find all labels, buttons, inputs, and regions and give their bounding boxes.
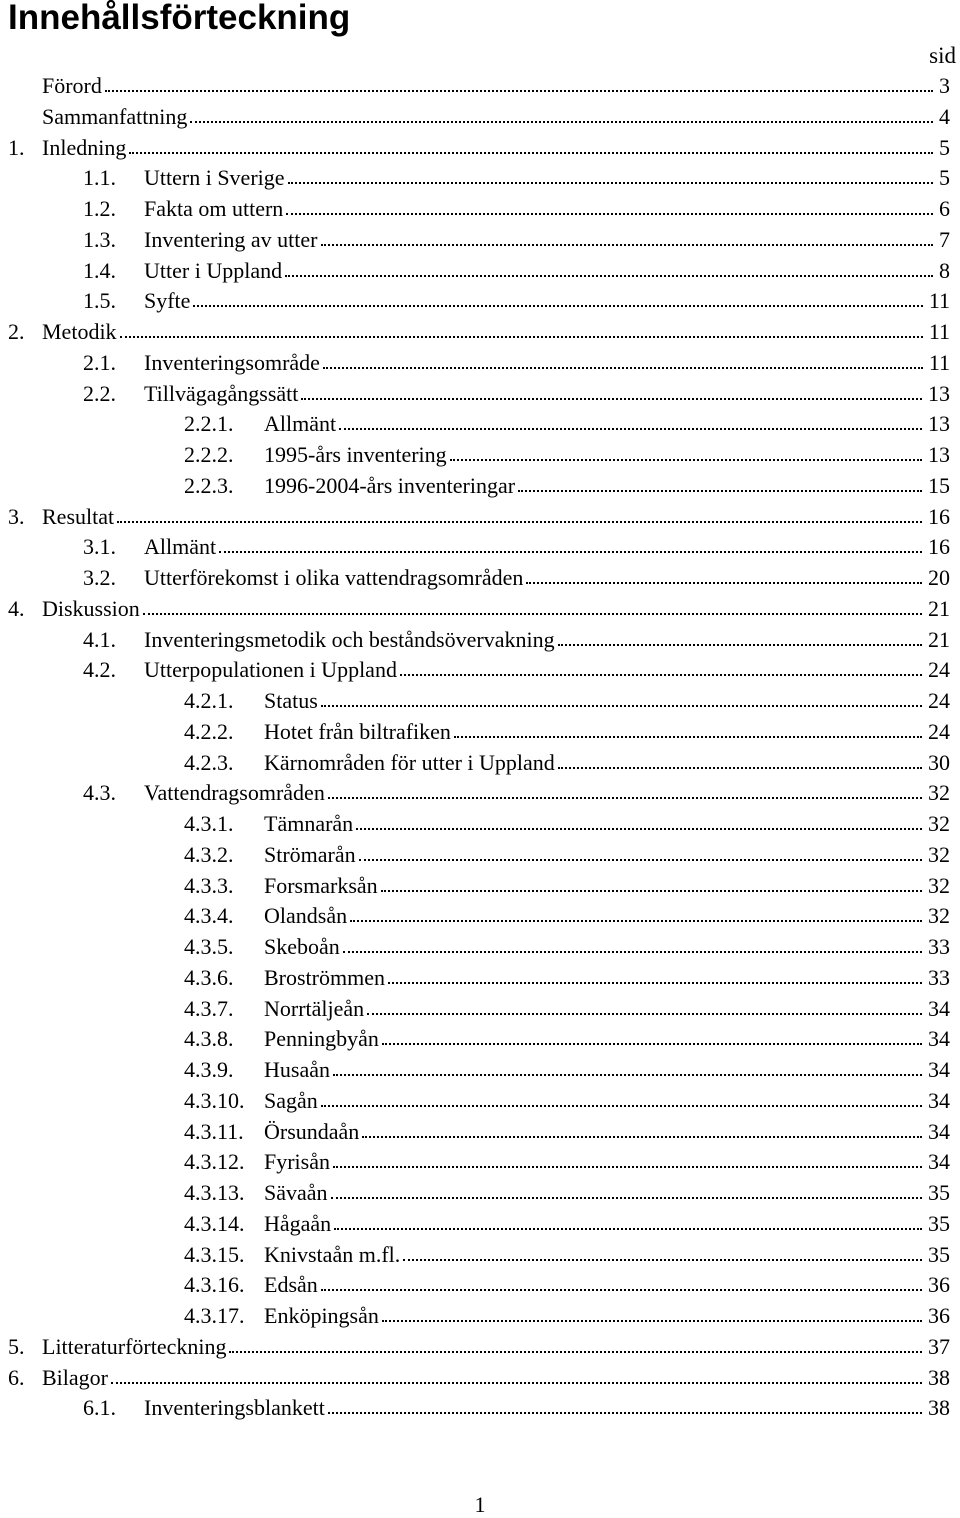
toc-entry-page: 4 bbox=[939, 103, 950, 129]
dot-leader bbox=[286, 213, 933, 215]
toc-entry[interactable] bbox=[0, 778, 950, 809]
toc-entry-page: 34 bbox=[928, 1149, 950, 1175]
toc-entry-title: Resultat bbox=[42, 503, 115, 529]
toc-entry-title: 1995-års inventering bbox=[264, 442, 447, 467]
toc-entry[interactable] bbox=[0, 286, 950, 317]
toc-entry-title: 1996-2004-års inventeringar bbox=[264, 472, 516, 498]
toc-entry[interactable] bbox=[0, 1240, 950, 1271]
toc-entry-page: 37 bbox=[928, 1333, 950, 1359]
toc-entry-title: Hågaån bbox=[264, 1210, 332, 1236]
toc-entry[interactable] bbox=[0, 1024, 950, 1055]
dot-leader bbox=[339, 428, 922, 430]
toc-entry-number: 2.2.1. bbox=[184, 411, 234, 437]
toc-entry-title: Penningbyån bbox=[264, 1026, 379, 1052]
toc-entry[interactable] bbox=[0, 594, 950, 625]
toc-entry-number: 4.2.3. bbox=[184, 749, 234, 775]
toc-entry-number: 4.3.3. bbox=[184, 872, 234, 898]
dot-leader bbox=[334, 1228, 922, 1230]
toc-entry-number: 3.2. bbox=[83, 565, 116, 590]
toc-entry[interactable] bbox=[0, 440, 950, 471]
toc-entry-title: Inventeringsblankett bbox=[144, 1395, 325, 1421]
toc-entry-number: 4.1. bbox=[83, 626, 116, 652]
dot-leader bbox=[454, 736, 922, 738]
toc-entry[interactable] bbox=[0, 1055, 950, 1086]
toc-entry-page: 21 bbox=[928, 626, 950, 652]
toc-entry-title: Husaån bbox=[264, 1057, 330, 1082]
dot-leader bbox=[321, 705, 922, 707]
page-column-label: sid bbox=[929, 43, 956, 68]
dot-leader bbox=[382, 1320, 922, 1322]
toc-entry[interactable] bbox=[0, 133, 950, 164]
toc-entry-title: Inventeringsområde bbox=[144, 349, 320, 375]
toc-entry-number: 5. bbox=[8, 1333, 25, 1359]
toc-entry-number: 2.2.3. bbox=[184, 472, 234, 498]
dot-leader bbox=[301, 398, 922, 400]
toc-entry[interactable] bbox=[0, 655, 950, 686]
toc-entry-page: 24 bbox=[928, 718, 950, 744]
toc-entry-number: 1.2. bbox=[83, 196, 116, 221]
toc-entry-title: Metodik bbox=[42, 319, 117, 344]
toc-entry-title: Tämnarån bbox=[264, 811, 354, 836]
footer-page-number: 1 bbox=[474, 1492, 486, 1517]
dot-leader bbox=[382, 1043, 922, 1045]
toc-entry-page: 32 bbox=[928, 780, 950, 806]
toc-entry-page: 32 bbox=[928, 872, 950, 898]
toc-entry-number: 2. bbox=[8, 319, 25, 344]
dot-leader bbox=[288, 182, 933, 184]
toc-entry-number: 4. bbox=[8, 595, 25, 621]
toc-entry-title: Fyrisån bbox=[264, 1149, 330, 1175]
toc-entry-number: 4.3.10. bbox=[184, 1087, 245, 1113]
toc-entry-title: Knivstaån m.fl. bbox=[264, 1241, 401, 1267]
dot-leader bbox=[388, 982, 922, 984]
dot-leader bbox=[285, 275, 933, 277]
toc-entry-number: 4.3.9. bbox=[184, 1057, 234, 1082]
dot-leader bbox=[518, 490, 922, 492]
toc-entry-title: Utter i Uppland bbox=[144, 257, 283, 283]
toc-entry-number: 4.3.8. bbox=[184, 1026, 234, 1052]
table-of-contents bbox=[0, 71, 950, 1424]
toc-entry-title: Kärnområden för utter i Uppland bbox=[264, 749, 555, 775]
toc-entry[interactable] bbox=[0, 194, 950, 225]
toc-entry-page: 35 bbox=[928, 1241, 950, 1267]
toc-entry[interactable] bbox=[0, 1332, 950, 1363]
toc-entry[interactable] bbox=[0, 1301, 950, 1332]
dot-leader bbox=[356, 828, 922, 830]
toc-entry[interactable] bbox=[0, 502, 950, 533]
toc-entry-title: Inventeringsmetodik och beståndsövervakning bbox=[144, 626, 555, 652]
toc-entry-title: Edsån bbox=[264, 1272, 318, 1298]
toc-entry-number: 6.1. bbox=[83, 1395, 116, 1421]
dot-leader bbox=[105, 90, 933, 92]
toc-entry-title: Syfte bbox=[144, 288, 191, 314]
dot-leader bbox=[526, 582, 922, 584]
toc-entry-page: 34 bbox=[928, 1118, 950, 1144]
toc-entry-title: Sammanfattning bbox=[42, 103, 188, 129]
toc-entry-title: Diskussion bbox=[42, 595, 140, 621]
toc-entry-number: 6. bbox=[8, 1364, 25, 1390]
toc-entry[interactable] bbox=[0, 409, 950, 440]
toc-entry-title: Hotet från biltrafiken bbox=[264, 718, 451, 744]
toc-entry-title: Inventering av utter bbox=[144, 226, 318, 252]
toc-entry-number: 4.3.17. bbox=[184, 1303, 245, 1328]
toc-entry[interactable] bbox=[0, 317, 950, 348]
toc-entry-title: Norrtäljeån bbox=[264, 995, 365, 1021]
toc-entry[interactable] bbox=[0, 840, 950, 871]
toc-entry-title: Utterförekomst i olika vattendragsområden bbox=[144, 565, 524, 590]
toc-entry[interactable] bbox=[0, 809, 950, 840]
toc-entry-page: 5 bbox=[939, 165, 950, 191]
dot-leader bbox=[328, 797, 922, 799]
toc-entry-title: Strömarån bbox=[264, 841, 356, 867]
toc-entry-title: Sävaån bbox=[264, 1180, 328, 1205]
toc-entry-page: 11 bbox=[928, 319, 950, 344]
toc-entry-number: 4.3.13. bbox=[184, 1180, 245, 1205]
toc-entry-title: Broströmmen bbox=[264, 964, 385, 990]
toc-entry-page: 36 bbox=[928, 1303, 950, 1328]
dot-leader bbox=[558, 644, 922, 646]
toc-entry-page: 8 bbox=[939, 257, 950, 283]
toc-entry-number: 4.3.11. bbox=[184, 1118, 244, 1144]
toc-entry-page: 24 bbox=[928, 657, 950, 683]
toc-entry-title: Allmänt bbox=[144, 534, 217, 560]
toc-entry-number: 1. bbox=[8, 134, 25, 160]
toc-entry-page: 30 bbox=[928, 749, 950, 775]
toc-entry[interactable] bbox=[0, 1178, 950, 1209]
toc-entry-number: 1.3. bbox=[83, 226, 116, 252]
dot-leader bbox=[321, 244, 934, 246]
toc-entry-title: Förord bbox=[42, 73, 102, 98]
toc-entry-page: 20 bbox=[928, 565, 950, 590]
toc-entry-number: 4.3.12. bbox=[184, 1149, 245, 1175]
toc-entry-number: 4.2.2. bbox=[184, 718, 234, 744]
dot-leader bbox=[343, 951, 922, 953]
toc-entry[interactable] bbox=[0, 748, 950, 779]
dot-leader bbox=[359, 859, 922, 861]
toc-entry-title: Allmänt bbox=[264, 411, 337, 437]
toc-entry[interactable] bbox=[0, 686, 950, 717]
toc-entry-page: 32 bbox=[928, 841, 950, 867]
dot-leader bbox=[367, 1013, 922, 1015]
toc-entry[interactable] bbox=[0, 471, 950, 502]
toc-entry-page: 34 bbox=[928, 1087, 950, 1113]
dot-leader bbox=[111, 1382, 922, 1384]
toc-entry-page: 35 bbox=[928, 1210, 950, 1236]
toc-entry-page: 16 bbox=[928, 534, 950, 560]
toc-entry-page: 34 bbox=[928, 995, 950, 1021]
toc-entry[interactable] bbox=[0, 1209, 950, 1240]
toc-entry-number: 4.3.4. bbox=[184, 903, 234, 929]
dot-leader bbox=[120, 336, 923, 338]
toc-entry[interactable] bbox=[0, 379, 950, 410]
dot-leader bbox=[403, 1259, 922, 1261]
page-title: Innehållsförteckning bbox=[8, 0, 351, 37]
toc-entry-page: 13 bbox=[928, 380, 950, 406]
dot-leader bbox=[333, 1074, 922, 1076]
toc-entry-page: 36 bbox=[928, 1272, 950, 1298]
toc-entry-page: 38 bbox=[928, 1364, 950, 1390]
dot-leader bbox=[331, 1197, 922, 1199]
toc-entry-number: 4.3.1. bbox=[184, 811, 234, 836]
toc-entry-page: 15 bbox=[928, 472, 950, 498]
toc-entry[interactable] bbox=[0, 102, 950, 133]
dot-leader bbox=[190, 121, 933, 123]
toc-entry[interactable] bbox=[0, 71, 950, 102]
toc-entry[interactable] bbox=[0, 1393, 950, 1424]
toc-entry-number: 4.3. bbox=[83, 780, 116, 806]
toc-entry-page: 32 bbox=[928, 811, 950, 836]
toc-entry-title: Bilagor bbox=[42, 1364, 108, 1390]
toc-entry[interactable] bbox=[0, 532, 950, 563]
dot-leader bbox=[229, 1351, 922, 1353]
toc-entry-number: 2.2.2. bbox=[184, 442, 234, 467]
toc-entry-title: Vattendragsområden bbox=[144, 780, 325, 806]
toc-entry-page: 35 bbox=[928, 1180, 950, 1205]
toc-entry[interactable] bbox=[0, 901, 950, 932]
toc-entry-number: 1.1. bbox=[83, 165, 116, 191]
toc-entry-number: 4.3.14. bbox=[184, 1210, 245, 1236]
toc-entry[interactable] bbox=[0, 563, 950, 594]
toc-entry[interactable] bbox=[0, 1117, 950, 1148]
toc-entry-page: 13 bbox=[928, 442, 950, 467]
toc-entry-number: 4.3.2. bbox=[184, 841, 234, 867]
toc-entry[interactable] bbox=[0, 932, 950, 963]
toc-entry-title: Örsundaån bbox=[264, 1118, 360, 1144]
toc-entry-number: 4.3.6. bbox=[184, 964, 234, 990]
toc-entry[interactable] bbox=[0, 348, 950, 379]
toc-entry-number: 4.2.1. bbox=[184, 688, 234, 713]
toc-entry-page: 34 bbox=[928, 1057, 950, 1082]
dot-leader bbox=[450, 459, 922, 461]
toc-entry-page: 6 bbox=[939, 196, 950, 221]
toc-entry-page: 7 bbox=[939, 226, 950, 252]
toc-entry-number: 3. bbox=[8, 503, 25, 529]
toc-entry-title: Inledning bbox=[42, 134, 127, 160]
dot-leader bbox=[350, 920, 922, 922]
toc-entry[interactable] bbox=[0, 994, 950, 1025]
toc-entry-page: 21 bbox=[928, 595, 950, 621]
toc-entry-page: 3 bbox=[939, 73, 950, 98]
dot-leader bbox=[129, 152, 933, 154]
toc-entry-number: 3.1. bbox=[83, 534, 116, 560]
toc-entry[interactable] bbox=[0, 871, 950, 902]
toc-entry[interactable] bbox=[0, 225, 950, 256]
toc-entry-title: Litteraturförteckning bbox=[42, 1333, 227, 1359]
dot-leader bbox=[117, 521, 922, 523]
toc-entry[interactable] bbox=[0, 625, 950, 656]
toc-entry[interactable] bbox=[0, 1086, 950, 1117]
toc-entry-page: 24 bbox=[928, 688, 950, 713]
toc-entry-number: 1.4. bbox=[83, 257, 116, 283]
toc-entry[interactable] bbox=[0, 1363, 950, 1394]
toc-entry-page: 11 bbox=[928, 288, 950, 314]
dot-leader bbox=[558, 767, 922, 769]
toc-entry-number: 4.3.16. bbox=[184, 1272, 245, 1298]
dot-leader bbox=[143, 613, 922, 615]
toc-entry-page: 38 bbox=[928, 1395, 950, 1421]
toc-entry-number: 2.1. bbox=[83, 349, 116, 375]
toc-entry-number: 4.3.5. bbox=[184, 934, 234, 959]
toc-entry-title: Sagån bbox=[264, 1087, 318, 1113]
dot-leader bbox=[362, 1136, 922, 1138]
toc-entry-page: 33 bbox=[928, 964, 950, 990]
dot-leader bbox=[381, 890, 922, 892]
dot-leader bbox=[333, 1166, 922, 1168]
toc-entry[interactable] bbox=[0, 163, 950, 194]
toc-entry-number: 4.2. bbox=[83, 657, 116, 683]
dot-leader bbox=[328, 1412, 922, 1414]
toc-entry[interactable] bbox=[0, 1270, 950, 1301]
dot-leader bbox=[321, 1105, 922, 1107]
toc-entry-title: Tillvägagångssätt bbox=[144, 380, 299, 406]
toc-entry-page: 11 bbox=[928, 349, 950, 375]
toc-entry-page: 34 bbox=[928, 1026, 950, 1052]
toc-entry-page: 13 bbox=[928, 411, 950, 437]
toc-entry-number: 2.2. bbox=[83, 380, 116, 406]
toc-entry-title: Fakta om uttern bbox=[144, 196, 284, 221]
toc-entry-title: Olandsån bbox=[264, 903, 348, 929]
toc-entry[interactable] bbox=[0, 256, 950, 287]
toc-entry-title: Enköpingsån bbox=[264, 1303, 379, 1328]
dot-leader bbox=[193, 305, 922, 307]
toc-entry-title: Forsmarksån bbox=[264, 872, 378, 898]
toc-entry-number: 1.5. bbox=[83, 288, 116, 314]
dot-leader bbox=[219, 551, 922, 553]
toc-entry-number: 4.3.15. bbox=[184, 1241, 245, 1267]
toc-entry[interactable] bbox=[0, 963, 950, 994]
toc-entry-page: 16 bbox=[928, 503, 950, 529]
dot-leader bbox=[321, 1289, 922, 1291]
toc-entry-title: Utterpopulationen i Uppland bbox=[144, 657, 397, 683]
toc-entry-page: 32 bbox=[928, 903, 950, 929]
toc-entry-page: 33 bbox=[928, 934, 950, 959]
toc-entry-number: 4.3.7. bbox=[184, 995, 234, 1021]
toc-entry-title: Skeboån bbox=[264, 934, 340, 959]
toc-entry-title: Status bbox=[264, 688, 318, 713]
toc-entry[interactable] bbox=[0, 717, 950, 748]
toc-entry-title: Uttern i Sverige bbox=[144, 165, 285, 191]
dot-leader bbox=[400, 674, 922, 676]
toc-entry-page: 5 bbox=[939, 134, 950, 160]
dot-leader bbox=[323, 367, 923, 369]
toc-entry[interactable] bbox=[0, 1147, 950, 1178]
